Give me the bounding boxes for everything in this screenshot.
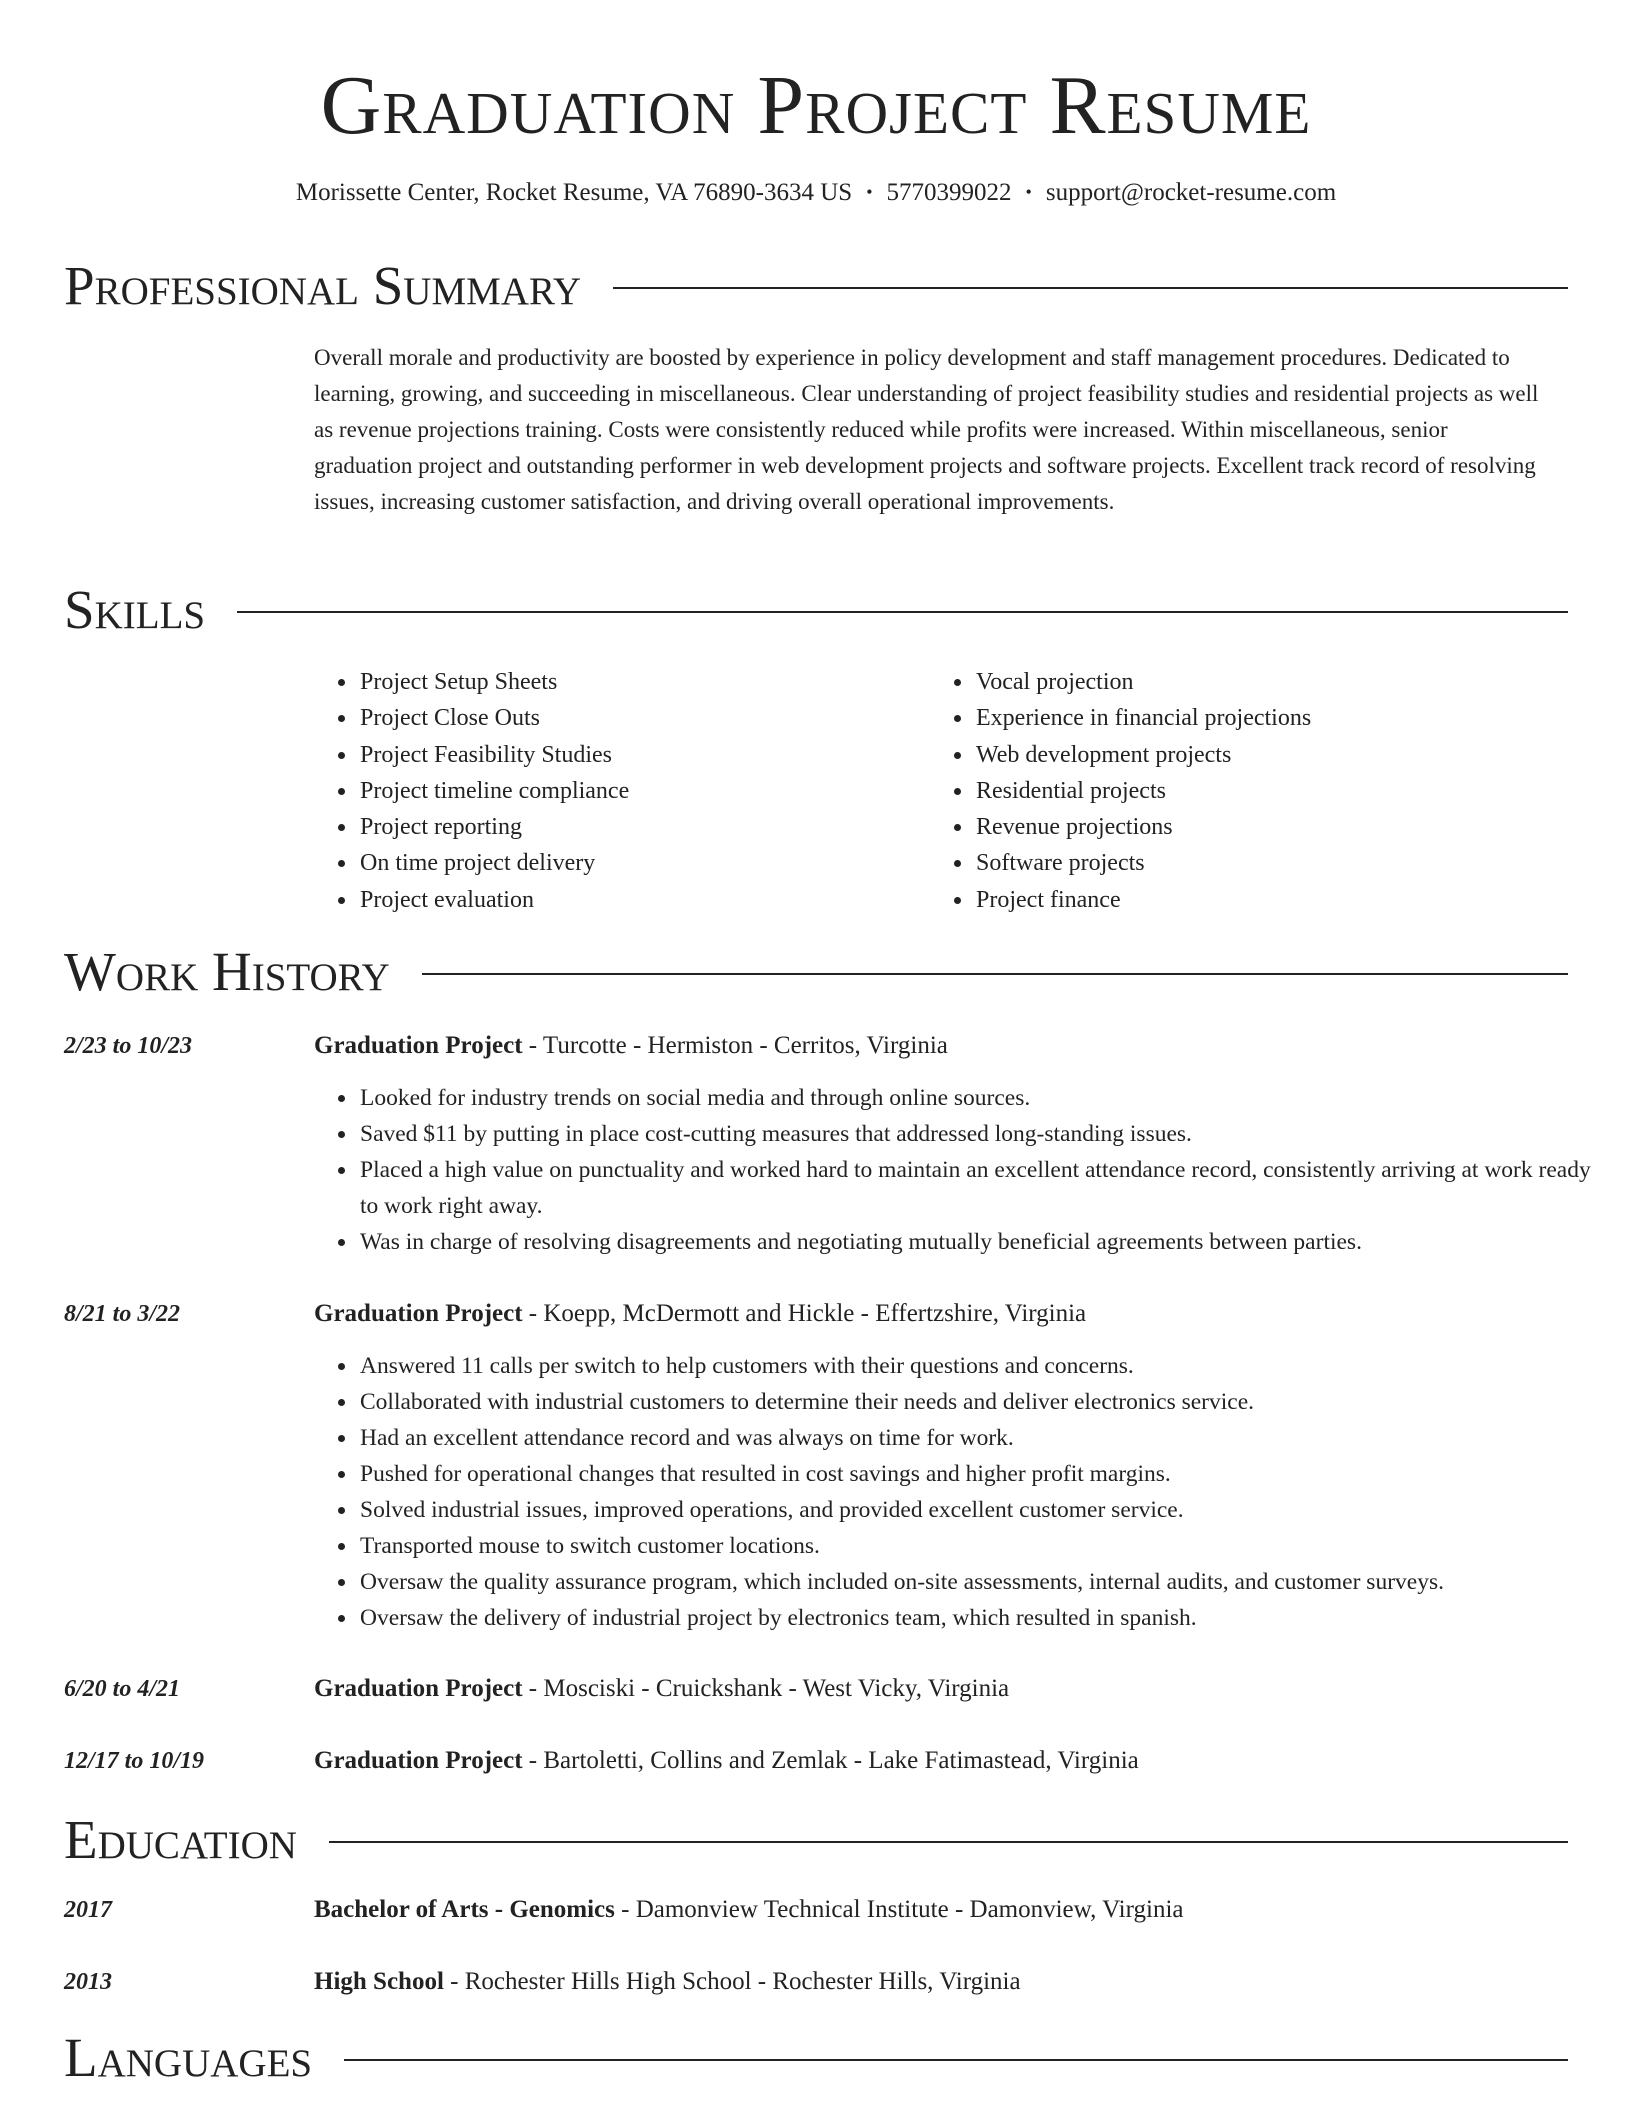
skill-item: • Project evaluation: [358, 882, 918, 918]
education-heading: [314, 1894, 1554, 1926]
job-bullet: • Looked for industry trends on social media and through online sources.: [358, 1080, 1598, 1116]
education-section-heading: [64, 1808, 1568, 1872]
section-divider: [344, 2059, 1568, 2061]
job-bullet: • Collaborated with industrial customers to determine their needs and deliver electronics service.: [358, 1384, 1598, 1420]
education-degree: Bachelor of Arts - Genomics: [314, 1896, 615, 1923]
skills-list-right: [930, 664, 1574, 918]
skills-title: Skills: [64, 579, 206, 640]
skill-item: • Experience in financial projections: [974, 700, 1574, 736]
job-employer: - Koepp, McDermott and Hickle - Effertzshire, Virginia: [522, 1300, 1087, 1327]
job-bullet: • Placed a high value on punctuality and worked hard to maintain an excellent attendance record, consistently arriving at work ready to work right away.: [358, 1152, 1598, 1224]
contact-separator: •: [866, 182, 873, 202]
languages-title: Languages: [64, 2027, 313, 2088]
skill-item: • Project reporting: [358, 809, 918, 845]
education-title: Education: [64, 1809, 297, 1870]
languages-section-heading: [64, 2026, 1568, 2090]
skill-item: • Project timeline compliance: [358, 773, 918, 809]
skill-item: • Project Feasibility Studies: [358, 737, 918, 773]
job-dates: 6/20 to 4/21: [64, 1676, 181, 1702]
job-employer: - Mosciski - Cruickshank - West Vicky, Virginia: [522, 1675, 1010, 1702]
skill-item: • Revenue projections: [974, 809, 1574, 845]
job-bullet: • Was in charge of resolving disagreements and negotiating mutually beneficial agreements between parties.: [358, 1224, 1598, 1260]
skill-item: • Web development projects: [974, 737, 1574, 773]
skill-item: • Project Close Outs: [358, 700, 918, 736]
skill-item: • Software projects: [974, 845, 1574, 881]
skill-item: • Project Setup Sheets: [358, 664, 918, 700]
education-year: 2013: [64, 1969, 112, 1995]
job-bullet: • Solved industrial issues, improved operations, and provided excellent customer service.: [358, 1492, 1598, 1528]
work-section-heading: [64, 940, 1568, 1004]
summary-section-heading: [64, 254, 1568, 318]
section-divider: [422, 973, 1568, 975]
job-role: Graduation Project: [314, 1300, 523, 1327]
job-bullet: • Oversaw the delivery of industrial project by electronics team, which resulted in spanish.: [358, 1600, 1598, 1636]
job-heading: [314, 1298, 1554, 1330]
resume-name: Graduation Project Resume: [320, 59, 1312, 152]
skill-item: • Vocal projection: [974, 664, 1574, 700]
summary-text: Overall morale and productivity are boosted by experience in policy development and staff management procedures. Dedicated to learning, growing, and succeeding in miscellaneous. Clear understanding of project feasibility studies and residential projects as well as revenue projections training. Costs were consistently reduced while profits were increased. Within miscellaneous, senior graduation project and outstanding performer in web development projects and software projects. Excellent track record of resolving issues, increasing customer satisfaction, and driving overall operational improvements.: [314, 345, 1539, 514]
job-dates: 12/17 to 10/19: [64, 1748, 205, 1774]
education-heading: [314, 1966, 1554, 1998]
summary-title: Professional Summary: [64, 255, 582, 316]
job-dates: 2/23 to 10/23: [64, 1033, 193, 1059]
job-bullets: [314, 1080, 1598, 1260]
contact-address: Morissette Center, Rocket Resume, VA 76890-3634 US: [295, 179, 853, 206]
job-heading: [314, 1745, 1554, 1777]
contact-separator: •: [1025, 182, 1032, 202]
job-employer: - Turcotte - Hermiston - Cerritos, Virginia: [522, 1032, 948, 1059]
job-bullet: • Saved $11 by putting in place cost-cutting measures that addressed long-standing issues.: [358, 1116, 1598, 1152]
section-divider: [329, 1841, 1568, 1843]
education-degree: High School: [314, 1968, 444, 1995]
job-bullet: • Had an excellent attendance record and was always on time for work.: [358, 1420, 1598, 1456]
skill-item: • Project finance: [974, 882, 1574, 918]
job-bullet: • Transported mouse to switch customer locations.: [358, 1528, 1598, 1564]
job-role: Graduation Project: [314, 1747, 523, 1774]
job-role: Graduation Project: [314, 1675, 523, 1702]
job-employer: - Bartoletti, Collins and Zemlak - Lake Fatimastead, Virginia: [522, 1747, 1139, 1774]
job-dates: 8/21 to 3/22: [64, 1301, 181, 1327]
contact-email: support@rocket-resume.com: [1045, 179, 1337, 206]
education-school: - Damonview Technical Institute - Damonview, Virginia: [614, 1896, 1184, 1923]
skill-item: • On time project delivery: [358, 845, 918, 881]
education-school: - Rochester Hills High School - Rochester Hills, Virginia: [443, 1968, 1021, 1995]
job-heading: [314, 1030, 1554, 1062]
section-divider: [613, 287, 1568, 289]
section-divider: [237, 611, 1568, 613]
job-bullet: • Oversaw the quality assurance program, which included on-site assessments, internal audits, and customer surveys.: [358, 1564, 1598, 1600]
skill-item: • Residential projects: [974, 773, 1574, 809]
job-bullets: [314, 1348, 1598, 1636]
job-role: Graduation Project: [314, 1032, 523, 1059]
job-bullet: • Pushed for operational changes that resulted in cost savings and higher profit margins.: [358, 1456, 1598, 1492]
work-title: Work History: [64, 941, 390, 1002]
skills-section-heading: [64, 578, 1568, 642]
contact-phone: 5770399022: [886, 179, 1012, 206]
education-year: 2017: [64, 1897, 112, 1923]
contact-line: [0, 176, 1632, 209]
skills-list-left: [314, 664, 918, 918]
job-bullet: • Answered 11 calls per switch to help customers with their questions and concerns.: [358, 1348, 1598, 1384]
job-heading: [314, 1673, 1554, 1705]
